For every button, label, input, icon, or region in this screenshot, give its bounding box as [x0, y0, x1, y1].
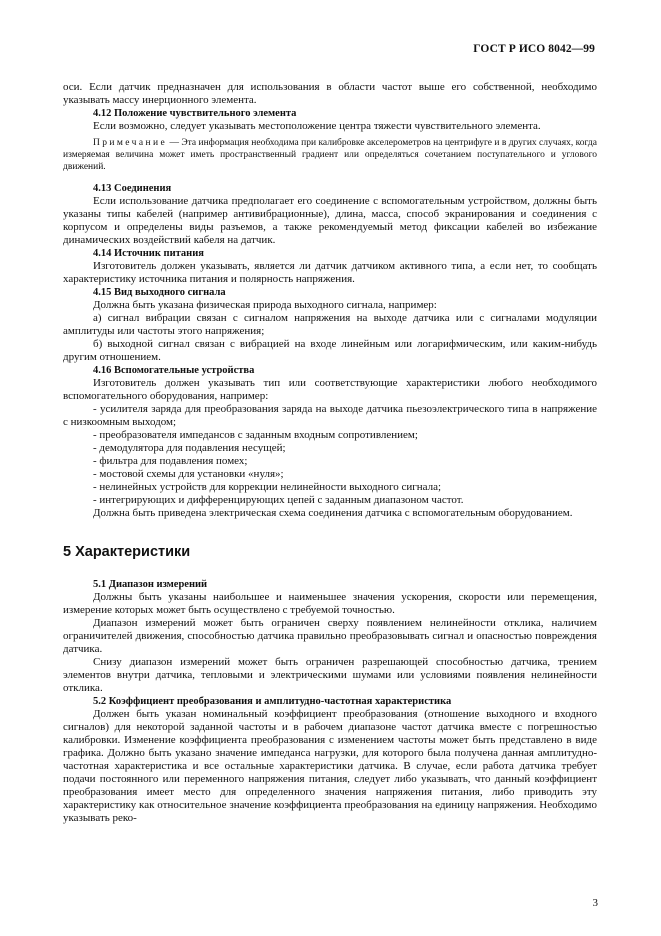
paragraph-5-1-a: Должны быть указаны наибольшее и наименьшее значения ускорения, скорости или перемещения, измерение которых может быть осуществлено с требуемой точностью.: [63, 591, 597, 616]
list-item: - усилителя заряда для преобразования заряда на выходе датчика пьезоэлектрического типа в напряжение с низкоомным выходом;: [63, 403, 597, 428]
paragraph-4-15-item-a: а) сигнал вибрации связан с сигналом напряжения на выходе датчика или с сигналами модуляции амплитуды или частоты этого напряжения;: [63, 312, 597, 337]
heading-4-13: 4.13 Соединения: [93, 183, 172, 194]
page-number: 3: [592, 897, 598, 909]
heading-5-2: 5.2 Коэффициент преобразования и амплитудно-частотная характеристика: [93, 696, 452, 707]
list-item: - демодулятора для подавления несущей;: [93, 442, 286, 454]
list-item: - мостовой схемы для установки «нуля»;: [93, 468, 284, 480]
list-item: - интегрирующих и дифференцирующих цепей с заданным диапазоном частот.: [93, 494, 464, 506]
heading-4-12: 4.12 Положение чувствительного элемента: [93, 108, 297, 119]
list-item: - преобразователя импедансов с заданным входным сопротивлением;: [93, 429, 418, 441]
paragraph-5-1-b: Диапазон измерений может быть ограничен сверху появлением нелинейности отклика, наличием ограничителей движения, способностью датчика правильно преобразовывать сигнал и опасностью повреждения датчика.: [63, 617, 597, 655]
paragraph-4-12: Если возможно, следует указывать местоположение центра тяжести чувствительного элемента.: [93, 120, 541, 132]
paragraph-4-14: Изготовитель должен указывать, является ли датчик датчиком активного типа, а если нет, то сообщать характеристику источника питания и полярность напряжения.: [63, 260, 597, 285]
note-paragraph: [63, 137, 597, 173]
section-5-title: 5 Характеристики: [63, 544, 191, 560]
list-item: - нелинейных устройств для коррекции нелинейности выходного сигнала;: [93, 481, 442, 493]
paragraph-5-2: Должен быть указан номинальный коэффициент преобразования (отношение выходного и входного сигналов) для некоторой заданной частоты и в рабочем диапазоне частот датчика вместе с погрешностью калибровки. Изменение коэффициента преобразования с изменением частоты может быть представлено в виде графика. Должно быть указано значение импеданса нагрузки, для которого была получена данная амплитудно-частотная характеристика и все остальные характеристики датчика. В случае, если работа датчика требует подачи постоянного или переменного напряжения питания, следует либо указывать, что данный коэффициент преобразования имеет место для определенного значения напряжения питания, либо приводить эту характеристику как относительное значение коэффициента преобразования на единицу напряжения. Необходимо указывать реко-: [63, 708, 597, 824]
heading-4-16: 4.16 Вспомогательные устройства: [93, 365, 255, 376]
page-content: [63, 81, 597, 825]
paragraph-4-16-intro: Изготовитель должен указывать тип или соответствующие характеристики любого необходимого вспомогательного оборудования, например:: [63, 377, 597, 402]
standard-header: ГОСТ Р ИСО 8042—99: [473, 43, 595, 55]
paragraph-4-13: Если использование датчика предполагает его соединение с вспомогательным устройством, должны быть указаны типы кабелей (например антивибрационные), длина, масса, способ экранирования и соединения с корпусом и определены виды разъемов, а также рекомендуемый метод фиксации кабелей во избежание динамических воздействий кабеля на датчик.: [63, 195, 597, 246]
paragraph-continuation: оси. Если датчик предназначен для использования в области частот выше его собственной, необходимо указывать массу инерционного элемента.: [63, 81, 597, 106]
note-label: Примечание: [93, 138, 168, 148]
paragraph-4-15-item-b: б) выходной сигнал связан с вибрацией на входе линейным или логарифмическим, или каким-нибудь другим отношением.: [63, 338, 597, 363]
heading-4-15: 4.15 Вид выходного сигнала: [93, 287, 226, 298]
heading-4-14: 4.14 Источник питания: [93, 248, 204, 259]
note-text: — Эта информация необходима при калибровке акселерометров на центрифуге и в других случаях, когда измеряемая величина может иметь пространственный градиент или определяться сочетанием поступательного и углового движений.: [63, 138, 597, 172]
list-item: - фильтра для подавления помех;: [93, 455, 248, 467]
paragraph-4-16-end: Должна быть приведена электрическая схема соединения датчика с вспомогательным оборудованием.: [93, 507, 573, 519]
heading-5-1: 5.1 Диапазон измерений: [93, 579, 208, 590]
paragraph-5-1-c: Снизу диапазон измерений может быть ограничен разрешающей способностью датчика, трением элементов внутри датчика, тепловыми и электрическими шумами или условиями появления нелинейности отклика.: [63, 656, 597, 694]
paragraph-4-15-intro: Должна быть указана физическая природа выходного сигнала, например:: [93, 299, 437, 311]
